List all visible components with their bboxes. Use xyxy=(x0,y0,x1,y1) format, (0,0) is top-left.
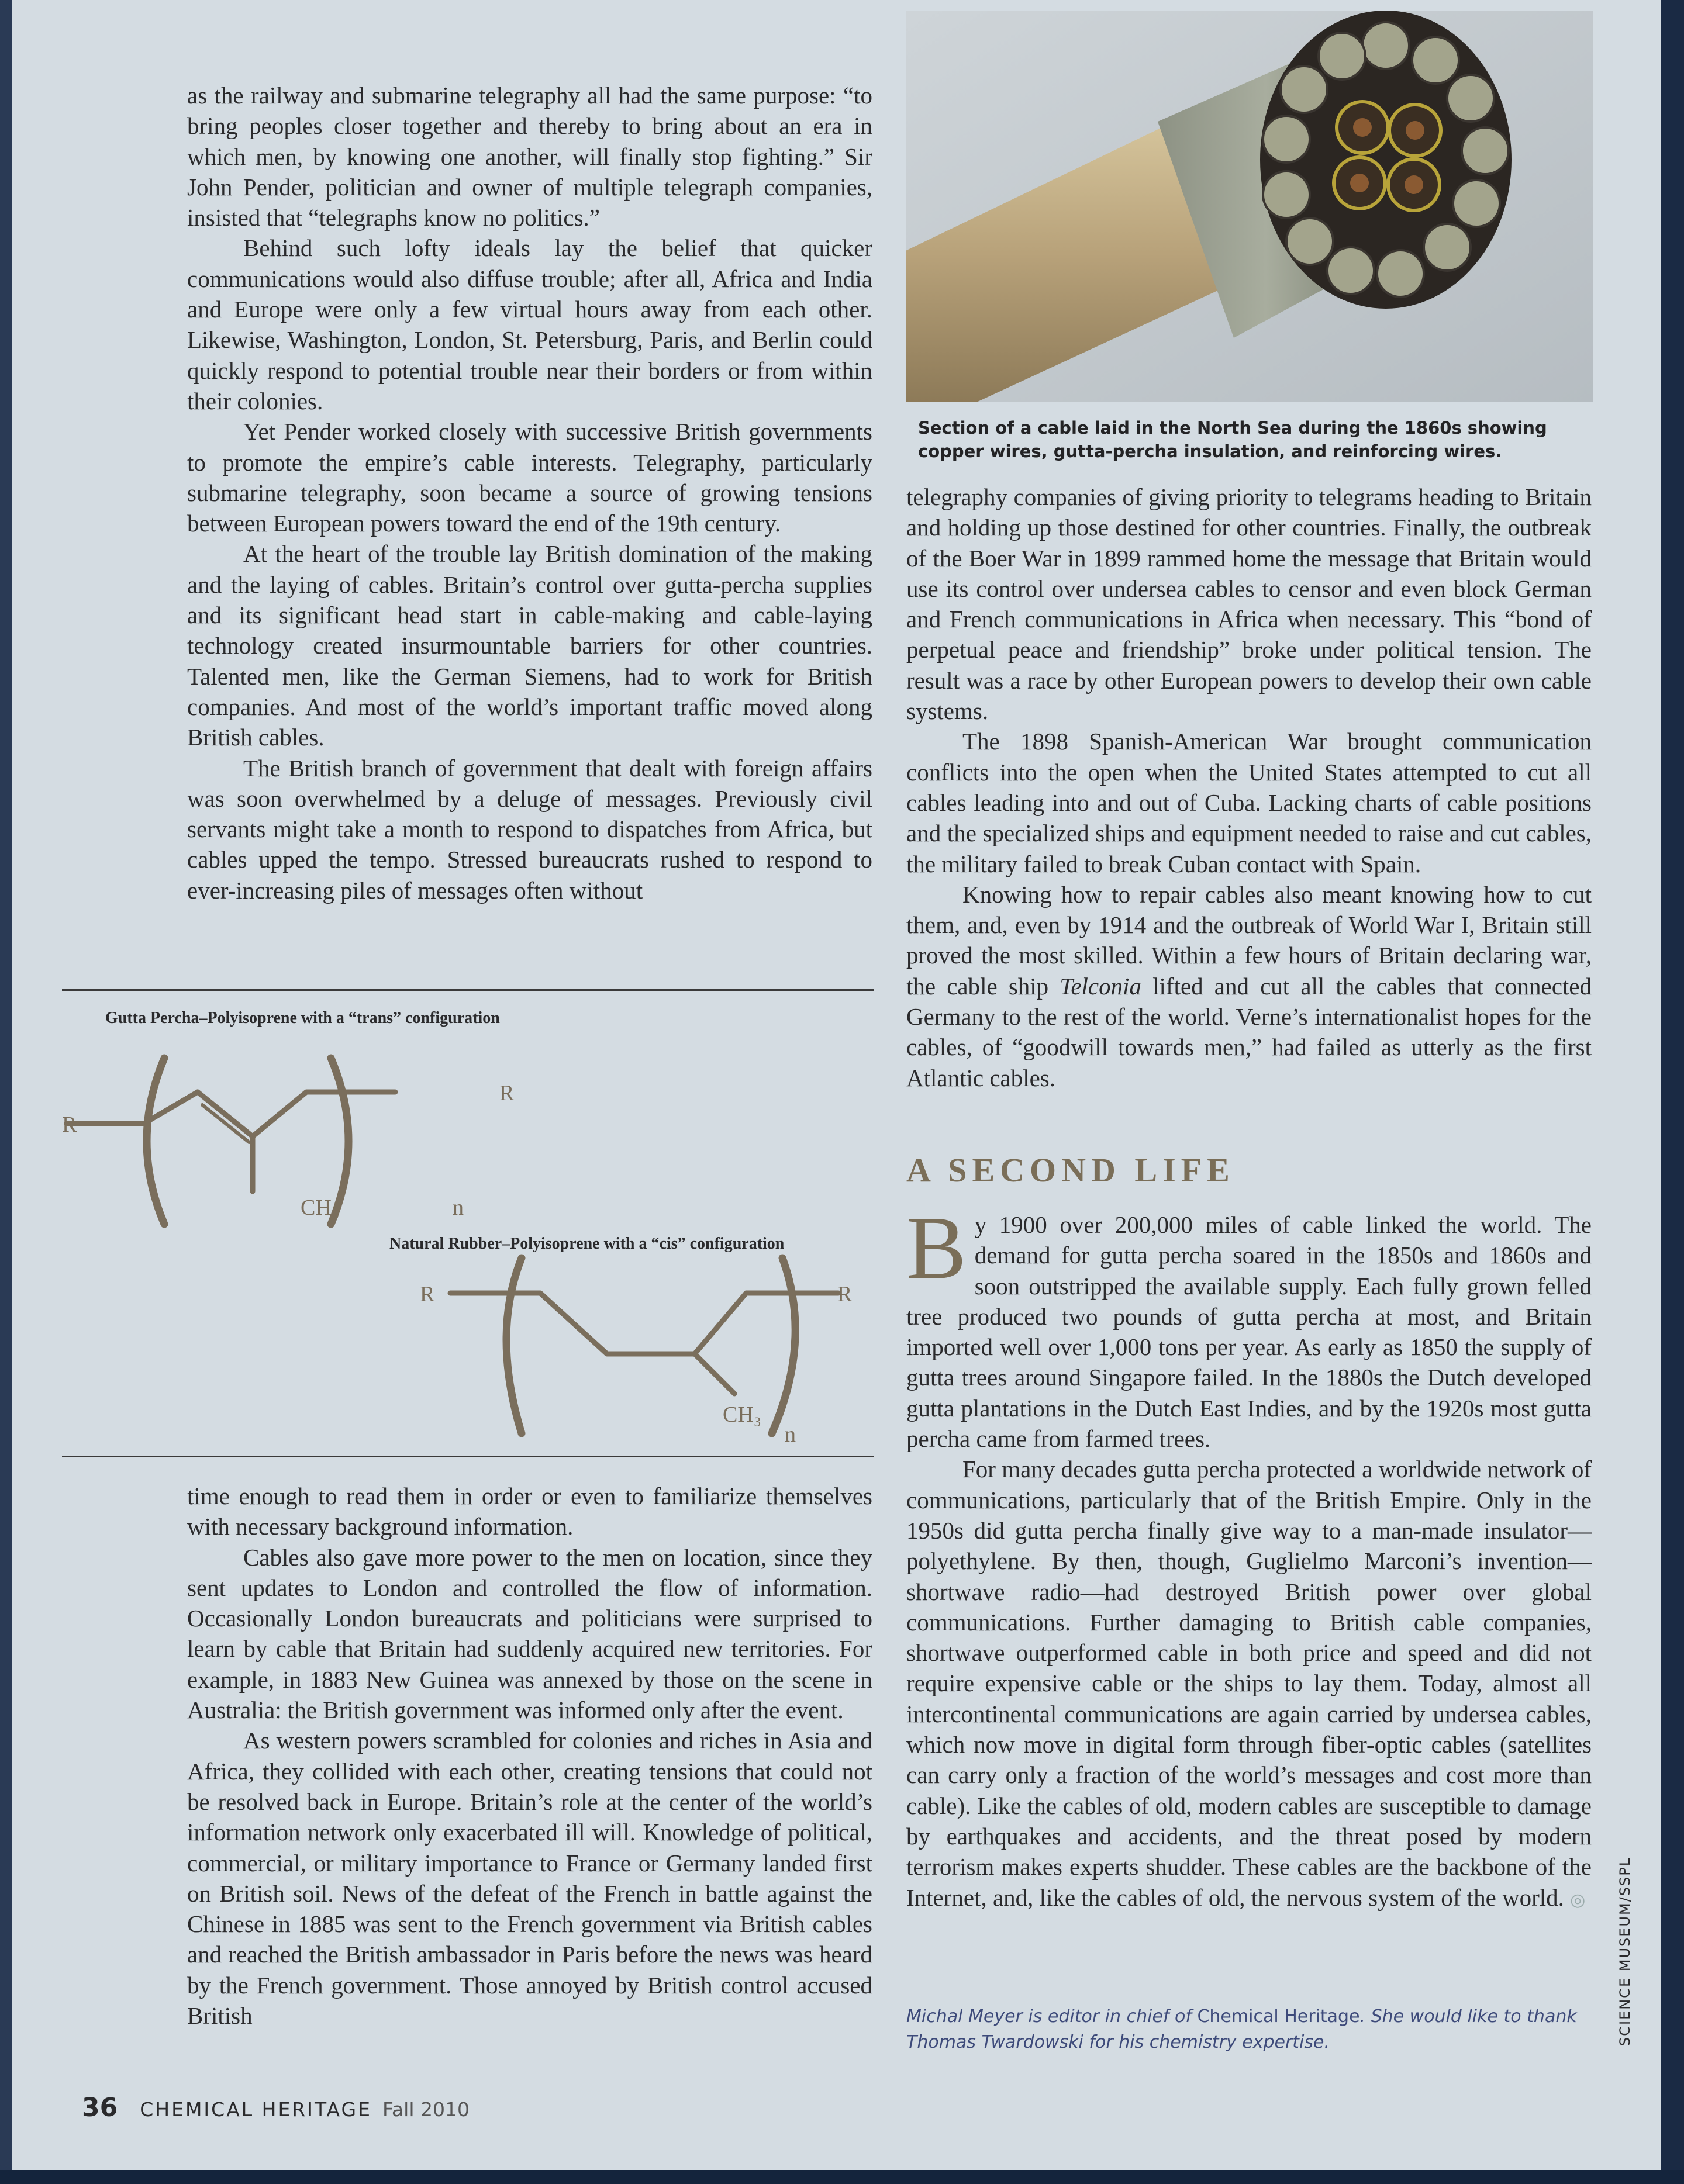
right-column xyxy=(906,482,1592,1093)
cis-r-left: R xyxy=(420,1282,435,1307)
magazine-page xyxy=(12,0,1661,2170)
trans-structure-title: Gutta Percha–Polyisoprene with a “trans” configuration xyxy=(105,1009,500,1027)
paragraph: Behind such lofty ideals lay the belief that quicker communications would also diffuse trouble; after all, Africa and India and Europe were only a few virtual hours away from each other. Likewise, Washington, London, St. Petersburg, Paris, and Berlin could quickly respond to potential trouble near their borders or from within their colonies. xyxy=(187,234,872,414)
paragraph: The British branch of government that dealt with foreign affairs was soon overwhelmed by a deluge of messages. Previously civil servants might take a month to respond to dispatches from Africa, but cables upped the tempo. Stressed bureaucrats rushed to respond to ever-increasing piles of messages often without xyxy=(187,754,872,904)
figure-bottom-rule xyxy=(62,1456,874,1457)
cis-ch3: CH₃ xyxy=(723,1402,762,1427)
trans-left-paren xyxy=(147,1058,164,1224)
cis-methyl-bond xyxy=(695,1354,734,1394)
left-column-bottom xyxy=(187,1481,872,2031)
paragraph xyxy=(906,879,1592,1093)
trans-n: n xyxy=(453,1195,464,1220)
cable-cross-section-photo xyxy=(906,11,1593,402)
issue-label: Fall 2010 xyxy=(382,2098,470,2121)
cis-chain xyxy=(498,1293,793,1354)
page-right-edge xyxy=(1661,0,1684,2184)
photo-credit: SCIENCE MUSEUM/SSPL xyxy=(1617,1857,1633,2046)
cis-right-paren xyxy=(772,1258,795,1433)
page-footer xyxy=(82,2093,470,2123)
trans-double-bond xyxy=(202,1105,249,1142)
paragraph: The 1898 Spanish-American War brought communication conflicts into the open when the United States attempted to cut all cables leading into and out of Cuba. Lacking charts of cable positions and the specialized ships and equipment needed to raise and cut cables, the military failed to break Cuban contact with Spain. xyxy=(906,728,1592,877)
trans-r-right: R xyxy=(499,1081,515,1105)
page-left-edge xyxy=(0,0,12,2170)
magazine-title: CHEMICAL HERITAGE xyxy=(140,2098,372,2121)
cis-r-right: R xyxy=(837,1282,853,1307)
cis-left-paren xyxy=(506,1258,522,1433)
cis-n: n xyxy=(785,1422,796,1447)
structure-diagram xyxy=(62,989,875,1457)
paragraph xyxy=(906,1454,1592,1915)
photo-caption: Section of a cable laid in the North Sea during the 1860s showing copper wires, gutta-percha insulation, and reinforcing wires. xyxy=(918,418,1547,461)
paragraph: Cables also gave more power to the men on location, since they sent updates to London and controlled the flow of information. Occasionally London bureaucrats and politicians were surprised to learn by cable that Britain had suddenly acquired new territories. For example, in 1883 New Guinea was annexed by those on the scene in Australia: the British government was informed only after the event. xyxy=(187,1543,872,1724)
trans-r-left: R xyxy=(62,1112,77,1137)
trans-ch3: CH₃ xyxy=(301,1195,340,1220)
paragraph-text: Knowing how to repair cables also meant knowing how to cut them, and, even by 1914 and the outbreak of World War I, Britain still proved the most skilled. Within a few hours of Britain declaring war, the cable ship xyxy=(906,880,1592,1000)
byline-text: . She would like to thank Thomas Twardowski for his chemistry expertise. xyxy=(906,2006,1577,2052)
author-byline xyxy=(906,2004,1596,2055)
page-bottom-edge xyxy=(0,2170,1684,2184)
section-heading: A SECOND LIFE xyxy=(906,1151,1235,1189)
paragraph-text: y 1900 over 200,000 miles of cable linked the world. The demand for gutta percha soared in the 1850s and 1860s and soon outstripped the available supply. Each fully grown felled tree produced two pounds of gutta percha at most, and Britain imported well over 1,000 tons per year. As early as 1850 the supply of gutta trees around Singapore failed. In the 1880s the Dutch developed gutta plantations in the Dutch East Indies, and by the 1920s most gutta percha came from farmed trees. xyxy=(906,1211,1592,1453)
magazine-name: Chemical Heritage xyxy=(1197,2006,1360,2027)
paragraph-text: For many decades gutta percha protected a worldwide network of communications, particularly that of the British Empire. Only in the 1950s did gutta percha finally give way to a man-made insulator—polyethylene. By then, though, Guglielmo Marconi’s invention—shortwave radio—had destroyed British power over global communications. Further damaging to British cable companies, shortwave outperformed cable in both price and speed and did not require expensive cable or the ships to lay them. Today, almost all intercontinental communications are again carried by undersea cables, which now move in digital form through fiber-optic cables (satellites can carry only a fraction of the world’s messages and cost more than cable). Like the cables of old, modern cables are susceptible to damage by earthquakes and accidents, and the threat posed by modern terrorism makes experts shudder. These cables are the backbone of the Internet, and, like the cables of old, the nervous system of the world. xyxy=(906,1456,1592,1911)
drop-cap: B xyxy=(906,1198,967,1298)
paragraph: At the heart of the trouble lay British domination of the making and the laying of cables. Britain’s control over gutta-percha supplies and its significant head start in cable-making and cable-laying technology created insurmountable barriers for other countries. Talented men, like the German Siemens, had to work for British companies. And most of the world’s important traffic moved along British cables. xyxy=(187,540,872,751)
page-number: 36 xyxy=(82,2093,118,2123)
paragraph-text: lifted and cut all the cables that connected Germany to the rest of the world. Verne’s internationalist hopes for the cables, of “goodwill towards men,” had failed as utterly as the first Atlantic cables. xyxy=(906,972,1592,1091)
paragraph: Yet Pender worked closely with successive British governments to promote the empire’s cable interests. Telegraphy, particularly submarine telegraphy, soon became a source of growing tensions between European powers toward the end of the 19th century. xyxy=(187,418,872,537)
paragraph: as the railway and submarine telegraphy all had the same purpose: “to bring peoples closer together and thereby to bring about an era in which men, by knowing one another, will finally stop fighting.” Sir John Pender, politician and owner of multiple telegraph companies, insisted that “telegraphs know no politics.” xyxy=(187,82,872,231)
paragraph: telegraphy companies of giving priority to telegrams heading to Britain and holding up those destined for other countries. Finally, the outbreak of the Boer War in 1899 rammed home the message that Britain would use its control over undersea cables to censor and even block German and French communications in Africa when necessary. This “bond of perpetual peace and friendship” broke under political tension. The result was a race by other European powers to develop their own cable systems. xyxy=(906,483,1592,725)
second-life-section xyxy=(906,1198,1592,1916)
left-column-top xyxy=(187,80,872,906)
cis-structure-title: Natural Rubber–Polyisoprene with a “cis” configuration xyxy=(389,1235,785,1253)
paragraph: time enough to read them in order or even to familiarize themselves with necessary background information. xyxy=(187,1483,872,1540)
trans-chain xyxy=(144,1092,366,1136)
byline-text: Michal Meyer is editor in chief of xyxy=(906,2006,1198,2027)
paragraph: As western powers scrambled for colonies and riches in Asia and Africa, they collided with each other, creating tensions that could not be resolved back in Europe. Britain’s role at the center of the world’s information network only exacerbated ill will. Knowledge of political, commercial, or military importance to France or Germany landed first on British soil. News of the defeat of the French in battle against the Chinese in 1885 was sent to the French government via British cables and reached the British ambassador in Paris before the news was heard by the French government. Those annoyed by British control accused British xyxy=(187,1727,872,2030)
polyisoprene-figure xyxy=(62,989,875,1457)
ship-name: Telconia xyxy=(1060,972,1142,1000)
end-mark-icon: ◎ xyxy=(1570,1890,1586,1910)
paragraph xyxy=(906,1198,1592,1454)
cable-illustration xyxy=(906,11,1593,402)
